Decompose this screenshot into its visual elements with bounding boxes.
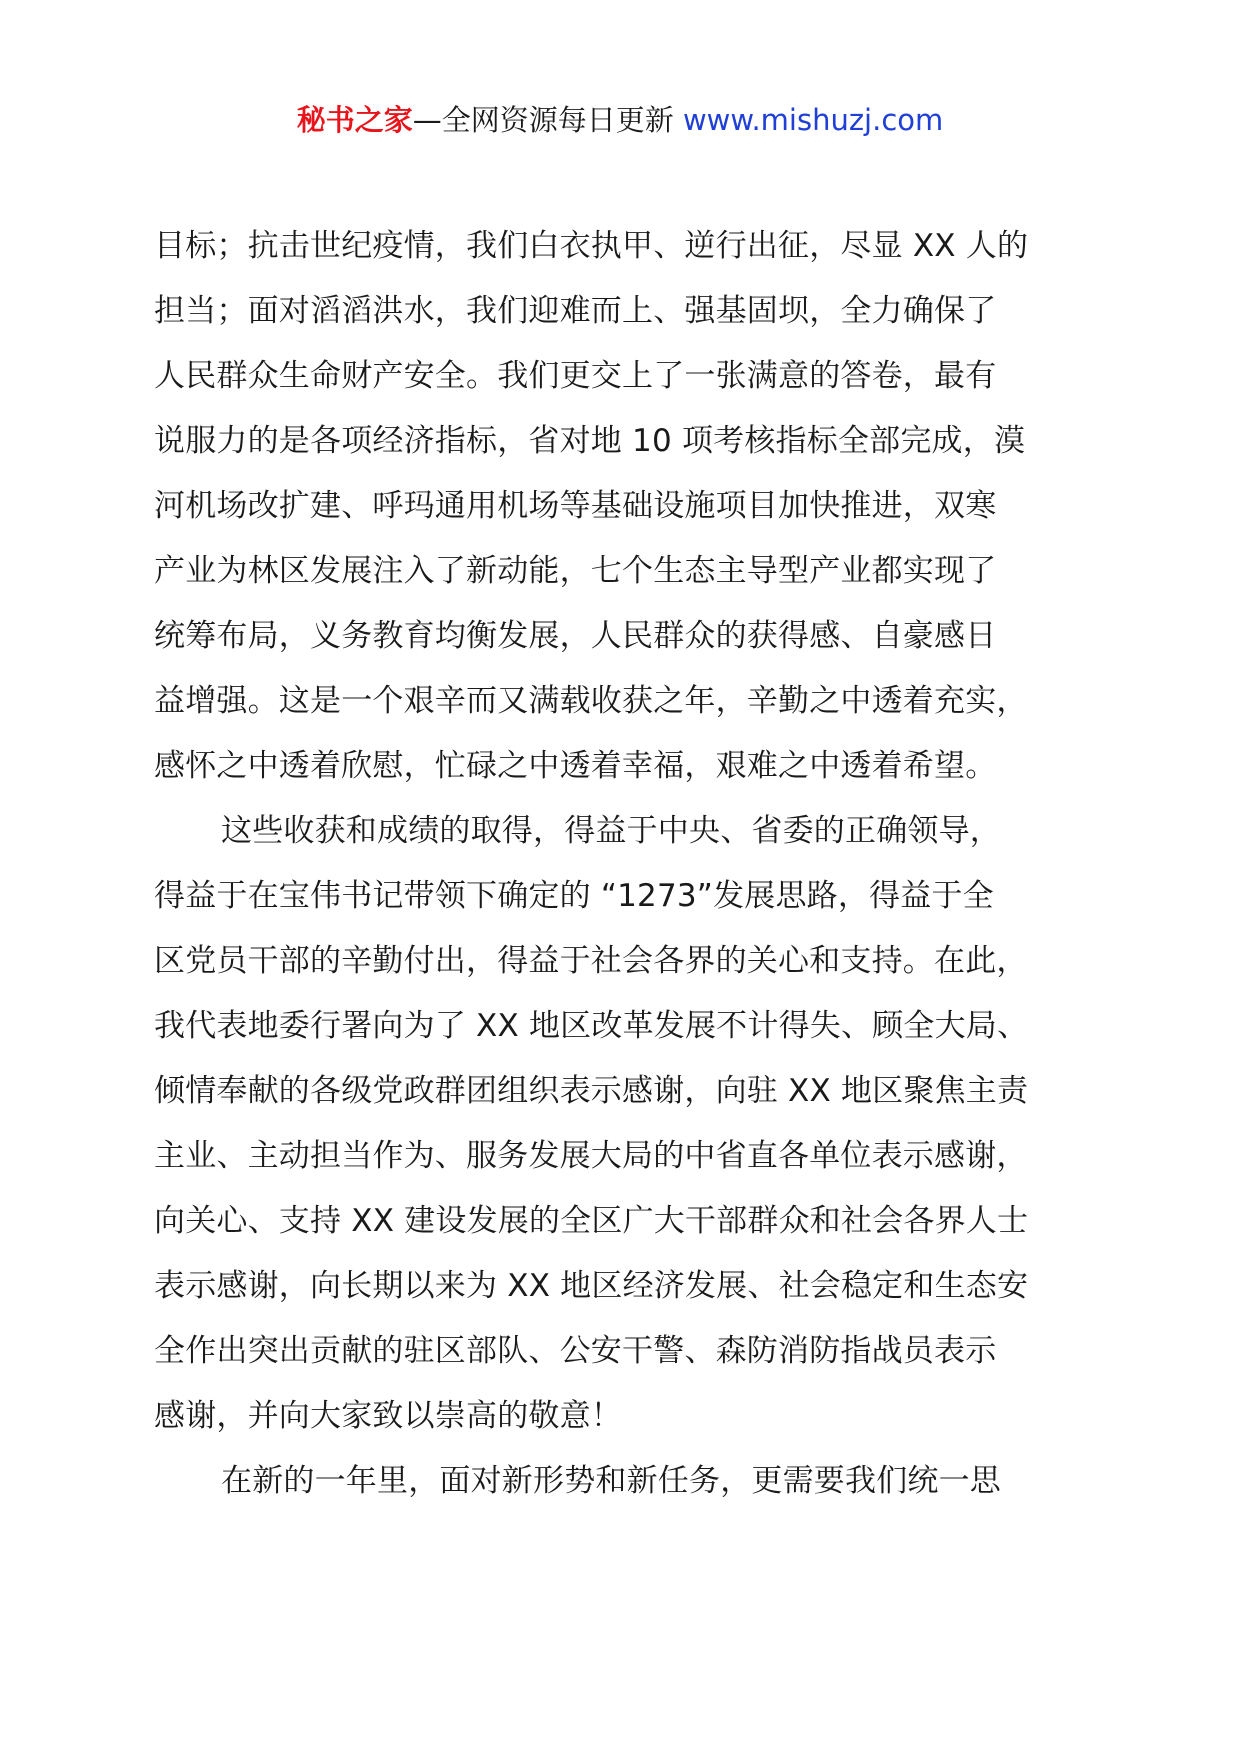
site-url-link[interactable]: www.mishuzj.com	[682, 103, 944, 137]
document-body	[154, 214, 1114, 1514]
text-line: 得益于在宝伟书记带领下确定的 “1273”发展思路，得益于全	[154, 878, 994, 914]
text-line: 倾情奉献的各级党政群团组织表示感谢，向驻 XX 地区聚焦主责	[154, 1073, 1029, 1109]
text-line: 统筹布局，义务教育均衡发展，人民群众的获得感、自豪感日	[154, 618, 997, 654]
text-line: 表示感谢，向长期以来为 XX 地区经济发展、社会稳定和生态安	[154, 1268, 1029, 1304]
text-line: 我代表地委行署向为了 XX 地区改革发展不计得失、顾全大局、	[154, 1008, 1029, 1044]
text-line: 说服力的是各项经济指标，省对地 10 项考核指标全部完成，漠	[154, 423, 1026, 459]
site-header	[0, 100, 1240, 140]
text-line: 区党员干部的辛勤付出，得益于社会各界的关心和支持。在此，	[154, 943, 1028, 979]
text-line: 主业、主动担当作为、服务发展大局的中省直各单位表示感谢，	[154, 1138, 1028, 1174]
text-line: 目标；抗击世纪疫情，我们白衣执甲、逆行出征，尽显 XX 人的	[154, 228, 1029, 264]
text-line: 担当；面对滔滔洪水，我们迎难而上、强基固坝，全力确保了	[154, 293, 997, 329]
text-line: 感怀之中透着欣慰，忙碌之中透着幸福，艰难之中透着希望。	[154, 748, 997, 784]
text-line: 产业为林区发展注入了新动能，七个生态主导型产业都实现了	[154, 553, 997, 589]
paragraph-start-line: 这些收获和成绩的取得，得益于中央、省委的正确领导，	[221, 813, 1001, 849]
text-line: 全作出突出贡献的驻区部队、公安干警、森防消防指战员表示	[154, 1333, 997, 1369]
paragraph-start-line: 在新的一年里，面对新形势和新任务，更需要我们统一思	[221, 1463, 1001, 1499]
text-line: 河机场改扩建、呼玛通用机场等基础设施项目加快推进，双寒	[154, 488, 997, 524]
brand-name: 秘书之家	[296, 103, 413, 137]
text-line: 向关心、支持 XX 建设发展的全区广大干部群众和社会各界人士	[154, 1203, 1029, 1239]
text-line: 人民群众生命财产安全。我们更交上了一张满意的答卷，最有	[154, 358, 997, 394]
text-line: 感谢，并向大家致以崇高的敬意！	[154, 1398, 622, 1434]
header-slogan: —全网资源每日更新	[412, 103, 674, 137]
text-line: 益增强。这是一个艰辛而又满载收获之年，辛勤之中透着充实，	[154, 683, 1028, 719]
